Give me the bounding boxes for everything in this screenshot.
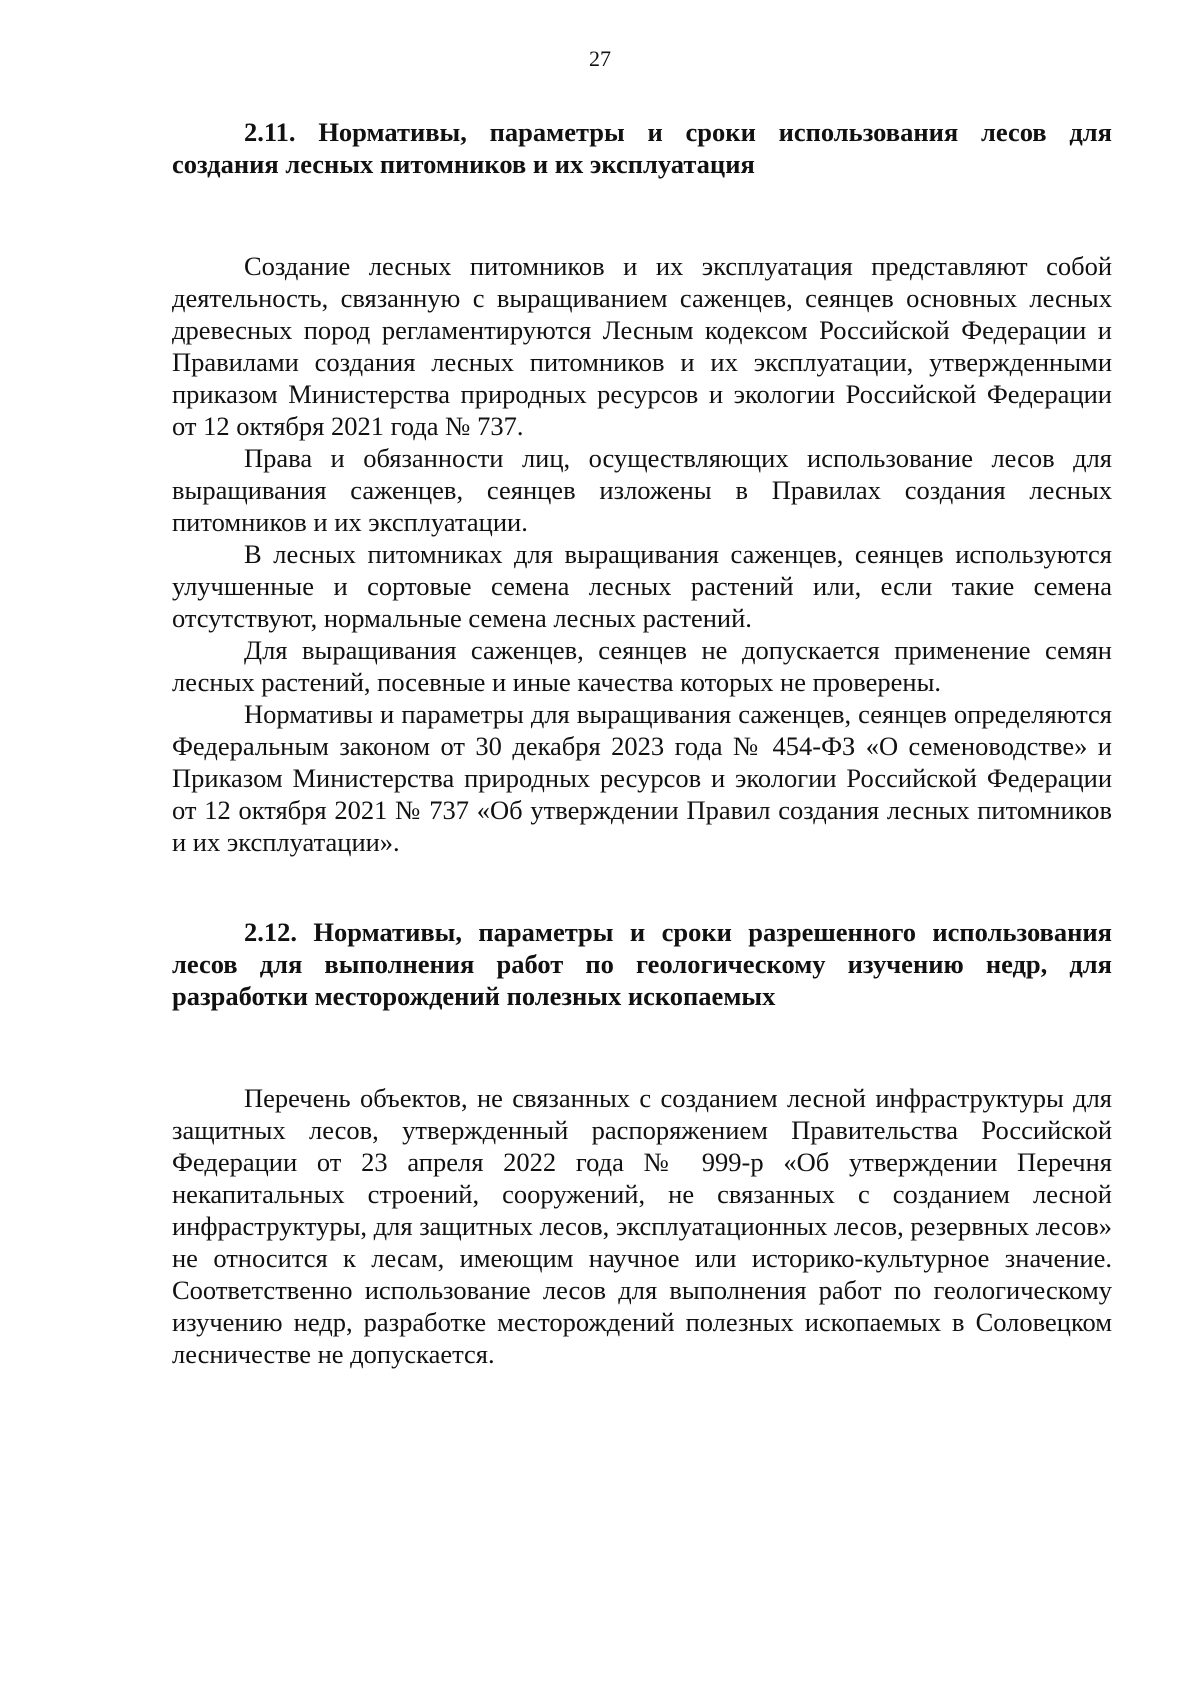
paragraph: Перечень объектов, не связанных с созданием лесной инфраструктуры для защитных лесов, утвержденный распоряжением Правительства Российской Федерации от 23 апреля 2022 года № 999-р «Об утверждении Перечня некапитальных строений, сооружений, не связанных с созданием лесной инфраструктуры, для защитных лесов, эксплуатационных лесов, резервных лесов» не относится к лесам, имеющим научное или историко-культурное значение. Соответственно использование лесов для выполнения работ по геологическому изучению недр, разработке месторождений полезных ископаемых в Соловецком лесничестве не допускается. (172, 1083, 1112, 1369)
paragraph: Создание лесных питомников и их эксплуатация представляют собой деятельность, связанную с выращиванием саженцев, сеянцев основных лесных древесных пород регламентируются Лесным кодексом Российской Федерации и Правилами создания лесных питомников и их эксплуатации, утвержденными приказом Министерства природных ресурсов и экологии Российской Федерации от 12 октября 2021 года № 737. (172, 251, 1112, 441)
paragraph: Для выращивания саженцев, сеянцев не допускается применение семян лесных растений, посевные и иные качества которых не проверены. (172, 635, 1112, 697)
paragraph: Нормативы и параметры для выращивания саженцев, сеянцев определяются Федеральным законом от 30 декабря 2023 года № 454-ФЗ «О семеноводстве» и Приказом Министерства природных ресурсов и экологии Российской Федерации от 12 октября 2021 № 737 «Об утверждении Правил создания лесных питомников и их эксплуатации». (172, 699, 1112, 857)
spacer (172, 1012, 1112, 1082)
section-2-11 (172, 116, 1112, 858)
paragraph: Права и обязанности лиц, осуществляющих использование лесов для выращивания саженцев, сеянцев изложены в Правилах создания лесных питомников и их эксплуатации. (172, 443, 1112, 537)
spacer (172, 180, 1112, 250)
section-heading: 2.12. Нормативы, параметры и сроки разрешенного использования лесов для выполнения работ по геологическому изучению недр, для разработки месторождений полезных ископаемых (172, 917, 1112, 1011)
section-2-12 (172, 916, 1112, 1370)
spacer (172, 858, 1112, 916)
paragraph: В лесных питомниках для выращивания саженцев, сеянцев используются улучшенные и сортовые семена лесных растений или, если такие семена отсутствуют, нормальные семена лесных растений. (172, 539, 1112, 633)
document-body (172, 116, 1112, 1370)
page-number: 27 (589, 46, 611, 71)
section-heading: 2.11. Нормативы, параметры и сроки использования лесов для создания лесных питомников и их эксплуатация (172, 117, 1112, 179)
